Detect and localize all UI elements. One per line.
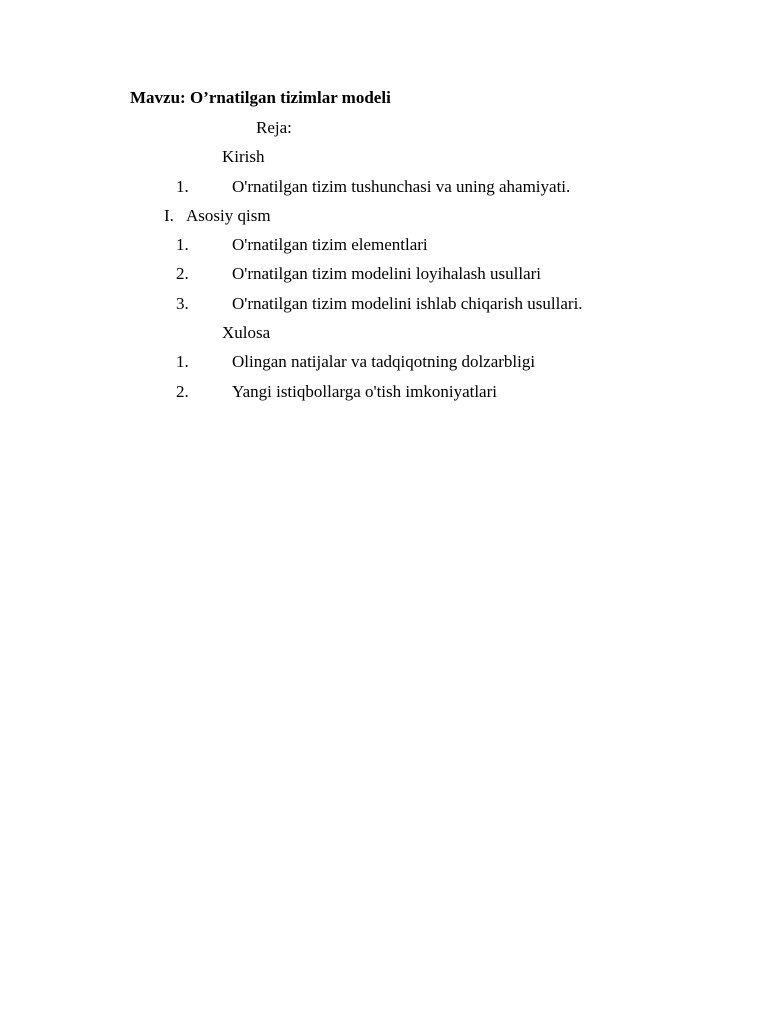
list-item-number: 1. — [176, 352, 189, 371]
list-item-number: 2. — [176, 382, 189, 401]
list-item — [0, 352, 768, 372]
list-item-number: 1. — [176, 235, 189, 254]
section-heading-intro: Kirish — [222, 147, 265, 166]
list-item-text: O'rnatilgan tizim elementlari — [232, 235, 428, 254]
list-item-text: O'rnatilgan tizim modelini ishlab chiqarish usullari. — [232, 294, 583, 313]
section-heading-main-text: Asosiy qism — [186, 206, 271, 225]
list-item-text: Olingan natijalar va tadqiqotning dolzarbligi — [232, 352, 536, 371]
list-item — [0, 235, 768, 255]
list-item — [0, 294, 768, 314]
list-item-text: O'rnatilgan tizim tushunchasi va uning ahamiyati. — [232, 177, 571, 196]
list-item-number: 3. — [176, 294, 189, 313]
list-item-number: 1. — [176, 177, 189, 196]
list-item-text: O'rnatilgan tizim modelini loyihalash usullari — [232, 264, 542, 283]
list-item-number: 2. — [176, 264, 189, 283]
section-heading-main — [164, 206, 271, 226]
list-item — [0, 382, 768, 402]
list-item — [0, 264, 768, 284]
section-heading-conclusion: Xulosa — [222, 323, 271, 342]
document-title: Mavzu: O’rnatilgan tizimlar modeli — [130, 88, 391, 107]
section-roman-numeral: I. — [164, 206, 174, 225]
list-item — [0, 177, 768, 197]
plan-label: Reja: — [256, 118, 292, 137]
list-item-text: Yangi istiqbollarga o'tish imkoniyatlari — [232, 382, 497, 401]
